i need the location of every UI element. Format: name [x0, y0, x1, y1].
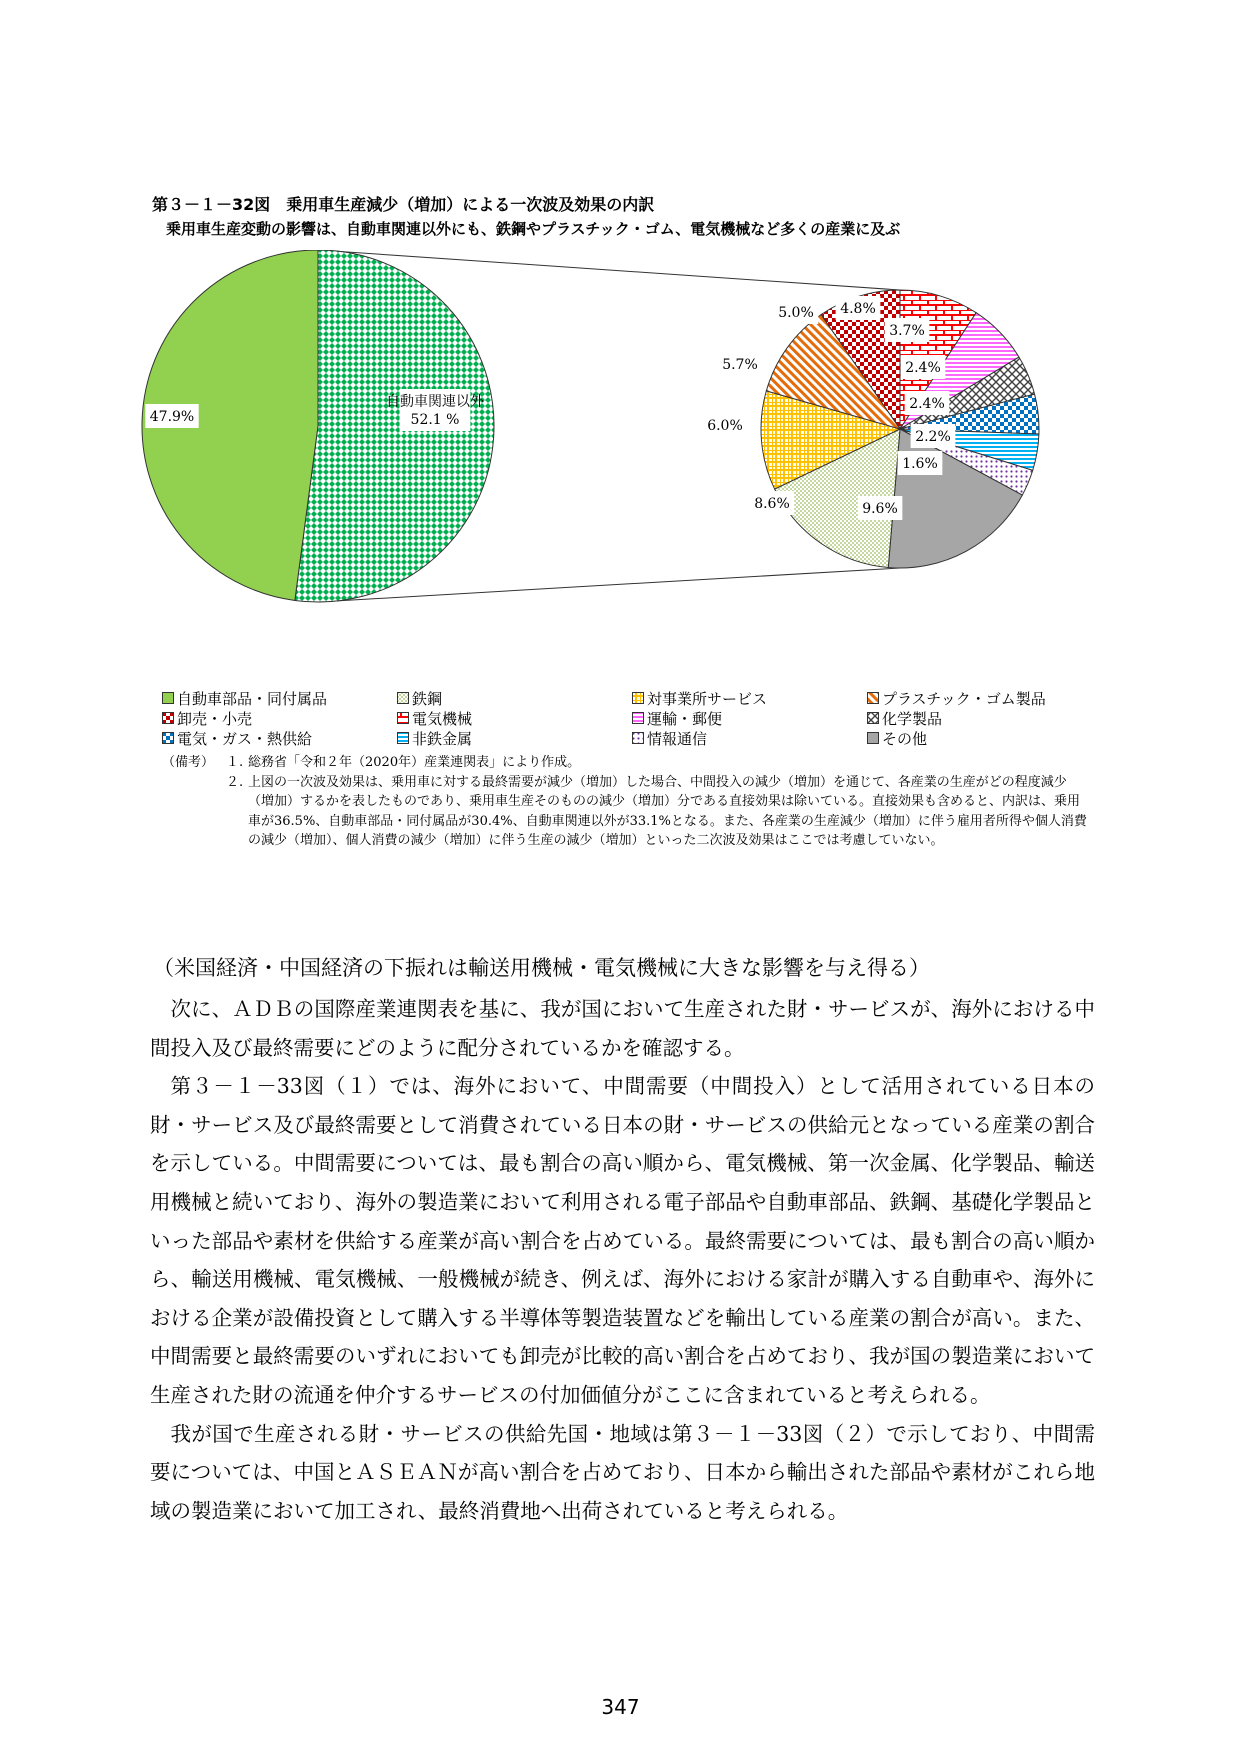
figure-title: 第３－１－32図 乗用車生産減少（増加）による一次波及効果の内訳 [152, 195, 655, 214]
pie-chart [140, 250, 1100, 680]
legend-row [162, 688, 1102, 708]
legend-label: プラスチック・ゴム製品 [882, 689, 1046, 708]
label-right-2 [885, 318, 930, 342]
pie-data-label: 2.4% [909, 396, 945, 412]
paragraph: 第３－１－33図（１）では、海外において、中間需要（中間投入）として活用されている日本の財・サービス及び最終需要として消費されている日本の財・サービスの供給元となっている産業の割合を示している。中間需要については、最も割合の高い順から、電気機械、第一次金属、化学製品、輸送用機械と続いており、海外の製造業において利用される電子部品や自動車部品、鉄鋼、基礎化学製品といった部品や素材を供給する産業が高い割合を占めている。最終需要については、最も割合の高い順から、輸送用機械、電気機械、一般機械が続き、例えば、海外における家計が購入する自動車や、海外における企業が設備投資として購入する半導体等製造装置などを輸出している産業の割合が高い。また、中間需要と最終需要のいずれにおいても卸売が比較的高い割合を占めており、我が国の製造業において生産された財の流通を仲介するサービスの付加価値分がここに含まれていると考えられる。 [150, 1074, 1095, 1407]
legend-label: 鉄鋼 [412, 689, 443, 708]
legend-label: 自動車部品・同付属品 [177, 689, 328, 708]
legend-swatch [632, 712, 644, 724]
label-right-9 [703, 413, 748, 437]
pie-data-label: 3.7% [889, 323, 925, 339]
note-number: ２. [226, 774, 244, 790]
legend-swatch [162, 732, 174, 744]
label-auto-parts [145, 404, 198, 428]
figure-subtitle: 乗用車生産変動の影響は、自動車関連以外にも、鉄鋼やプラスチック・ゴム、電気機械など多くの産業に及ぶ [166, 220, 901, 238]
pie-data-label: 9.6% [862, 501, 898, 517]
pie-data-label: 2.2% [915, 429, 951, 445]
legend-item [867, 688, 1102, 709]
label-right-6 [898, 451, 943, 475]
legend-item [632, 708, 867, 729]
legend-swatch [632, 732, 644, 744]
pie-data-label: 47.9% [149, 409, 195, 425]
label-non-auto [386, 389, 485, 431]
pie-data-label: 5.0% [778, 305, 814, 321]
label-right-10 [718, 352, 763, 376]
legend-swatch [632, 692, 644, 704]
pie-data-label: 1.6% [902, 456, 938, 472]
paragraph: 我が国で生産される財・サービスの供給先国・地域は第３－１－33図（２）で示しており、中間需要については、中国とＡＳＥＡＮが高い割合を占めており、日本から輸出された部品や素材がこれら地域の製造業において加工され、最終消費地へ出荷されていると考えられる。 [150, 1421, 1095, 1523]
legend-label: 非鉄金属 [412, 729, 473, 748]
legend-swatch [397, 692, 409, 704]
pie-data-label: 8.6% [754, 496, 790, 512]
legend-item [867, 728, 1102, 749]
pie-data-label: 6.0% [707, 418, 743, 434]
label-right-5 [911, 424, 956, 448]
pie-data-label: 自動車関連以外 [386, 394, 484, 410]
note-text: 上図の一次波及効果は、乗用車に対する最終需要が減少（増加）した場合、中間投入の減少（増加）を通じて、各産業の生産がどの程度減少（増加）するかを表したものであり、乗用車生産そのものの減少（増加）分である直接効果は除いている。直接効果も含めると、内訳は、乗用車が36.5%、自動車部品・同付属品が30.4%、自動車関連以外が33.1%となる。また、各産業の生産減少（増加）に伴う雇用者所得や個人消費の減少（増加）、個人消費の減少（増加）に伴う生産の減少（増加）といった二次波及効果はここでは考慮していない。 [248, 774, 1087, 848]
label-right-8 [750, 491, 795, 515]
label-right-1 [836, 296, 881, 320]
legend-swatch [867, 692, 879, 704]
legend-swatch [162, 712, 174, 724]
label-right-4 [905, 391, 950, 415]
legend-item [867, 708, 1102, 729]
page-number: 347 [601, 1695, 640, 1719]
legend-swatch [162, 692, 174, 704]
legend-label: 電気・ガス・熱供給 [177, 729, 313, 748]
legend-item [162, 688, 397, 709]
pie-data-label: 52.1 % [410, 412, 460, 428]
notes-head: （備考） [162, 755, 215, 770]
legend-item [162, 728, 397, 749]
legend-swatch [867, 712, 879, 724]
legend-swatch [397, 732, 409, 744]
legend-item [397, 708, 632, 729]
pie-data-label: 2.4% [905, 360, 941, 376]
legend-item [162, 708, 397, 729]
label-right-0 [774, 300, 819, 324]
legend-item [632, 728, 867, 749]
legend-item [632, 688, 867, 709]
legend-label: 卸売・小売 [177, 709, 253, 728]
figure-notes [162, 753, 1092, 851]
legend-item [397, 688, 632, 709]
legend-label: 対事業所サービス [647, 689, 768, 708]
label-right-7 [858, 496, 903, 520]
legend-label: 情報通信 [647, 729, 708, 748]
note-text: 総務省「令和２年（2020年）産業連関表」により作成。 [248, 755, 581, 770]
section-heading: （米国経済・中国経済の下振れは輸送用機械・電気機械に大きな影響を与え得る） [153, 956, 930, 980]
chart-legend [162, 688, 1102, 748]
legend-label: 電気機械 [412, 709, 473, 728]
paragraph: 次に、ＡＤＢの国際産業連関表を基に、我が国において生産された財・サービスが、海外における中間投入及び最終需要にどのように配分されているかを確認する。 [150, 997, 1095, 1060]
note-number: １. [226, 755, 244, 770]
legend-swatch [867, 732, 879, 744]
legend-label: その他 [882, 729, 928, 748]
legend-label: 化学製品 [882, 709, 943, 728]
legend-row [162, 708, 1102, 728]
legend-label: 運輸・郵便 [647, 709, 723, 728]
body-text [150, 990, 1095, 1530]
legend-row [162, 728, 1102, 748]
legend-item [397, 728, 632, 749]
pie-data-label: 4.8% [840, 301, 876, 317]
legend-swatch [397, 712, 409, 724]
label-right-3 [901, 355, 946, 379]
pie-data-label: 5.7% [722, 357, 758, 373]
